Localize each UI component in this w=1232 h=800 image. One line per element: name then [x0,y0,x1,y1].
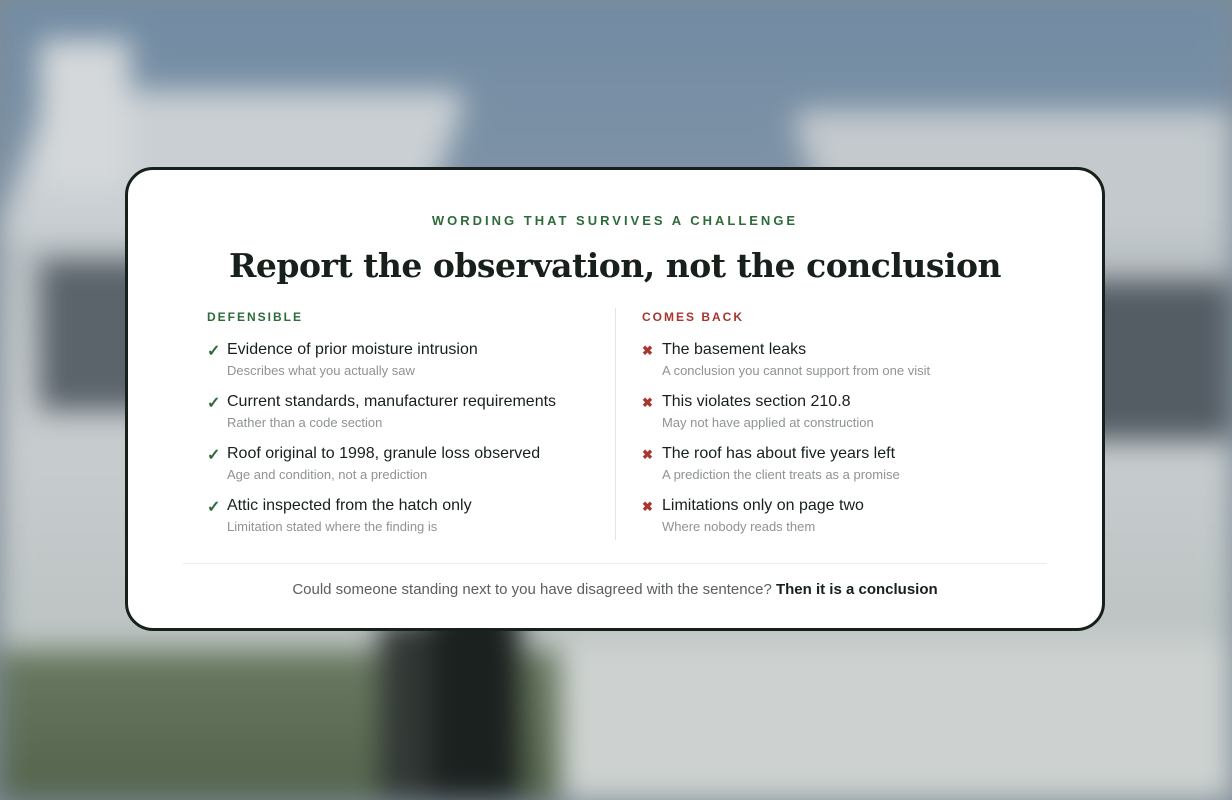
footer-divider [183,563,1047,564]
column-divider [615,308,616,540]
comes-back-item [642,496,1042,548]
eyebrow-label: WORDING THAT SURVIVES A CHALLENGE [431,213,799,228]
comes-back-heading: COMES BACK [642,310,745,324]
check-icon: ✓ [207,395,221,412]
comes-back-item [642,444,1042,496]
comes-back-column [642,310,1042,548]
card-title: Report the observation, not the conclusion [229,246,1001,285]
defensible-item [207,444,607,496]
item-text: Current standards, manufacturer requirements [227,393,557,410]
item-note: Where nobody reads them [662,519,816,534]
item-text: Roof original to 1998, granule loss observed [227,445,541,462]
item-text: The basement leaks [662,341,807,358]
item-text: The roof has about five years left [662,445,896,462]
info-card [125,167,1105,631]
item-note: A prediction the client treats as a promise [662,467,900,482]
item-text: Evidence of prior moisture intrusion [227,341,478,358]
item-text: This violates section 210.8 [662,393,851,410]
item-text: Attic inspected from the hatch only [227,497,472,514]
defensible-item [207,392,607,444]
defensible-item [207,496,607,548]
check-icon: ✓ [207,343,221,360]
item-note: Limitation stated where the finding is [227,519,438,534]
defensible-item [207,340,607,392]
check-icon: ✓ [207,447,221,464]
item-note: A conclusion you cannot support from one visit [662,363,931,378]
footer-answer: Then it is a conclusion [775,581,938,598]
item-note: Age and condition, not a prediction [227,467,428,482]
footer-text [128,581,1102,598]
item-text: Limitations only on page two [662,497,864,514]
cross-icon: ✖ [642,343,653,358]
defensible-heading: DEFENSIBLE [207,310,304,324]
comes-back-item [642,392,1042,444]
check-icon: ✓ [207,499,221,516]
comes-back-item [642,340,1042,392]
cross-icon: ✖ [642,395,653,410]
footer-question: Could someone standing next to you have disagreed with the sentence? [292,581,776,598]
cross-icon: ✖ [642,499,653,514]
item-note: Rather than a code section [227,415,383,430]
item-note: Describes what you actually saw [227,363,415,378]
defensible-column [207,310,607,548]
item-note: May not have applied at construction [662,415,874,430]
cross-icon: ✖ [642,447,653,462]
